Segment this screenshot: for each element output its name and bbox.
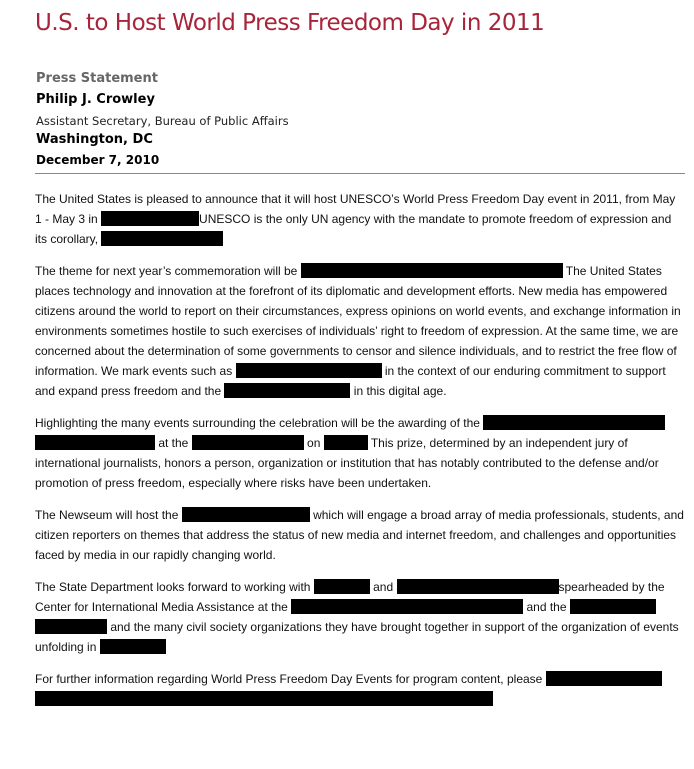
redaction-block xyxy=(291,599,523,614)
text-segment: in the context of our enduring commitment to support and expand press freedom and the xyxy=(35,364,666,398)
paragraph-4 xyxy=(35,505,685,565)
text-segment: spearheaded by the Center for International Media Assistance at the xyxy=(35,580,665,614)
text-segment: For further information regarding World Press Freedom Day Events for program content, please xyxy=(35,672,546,686)
paragraph-3 xyxy=(35,413,685,493)
redaction-block xyxy=(546,671,662,686)
redaction-block xyxy=(100,639,166,654)
text-segment: The Newseum will host the xyxy=(35,508,182,522)
author-role: Assistant Secretary, Bureau of Public Affairs xyxy=(36,114,289,128)
statement-body xyxy=(35,189,685,721)
text-segment: on xyxy=(303,436,324,450)
paragraph-5 xyxy=(35,577,685,657)
paragraph-2 xyxy=(35,261,685,401)
text-segment: and the many civil society organizations they have brought together in support of the organization of events unfolding in xyxy=(35,620,679,654)
dateline-location: Washington, DC xyxy=(36,132,153,147)
redaction-block xyxy=(224,383,350,398)
redaction-block xyxy=(397,579,559,594)
text-segment: The United States is pleased to announce that it will host UNESCO’s World Press Freedom Day event in 2011, from May 1 - May 3 in xyxy=(35,192,676,226)
text-segment: The United States places technology and innovation at the forefront of its diplomatic and development efforts. New media has empowered citizens around the world to report on their circumstances, express opinions on world events, and exchange information in environments sometimes hostile to such exercises of individuals’ right to freedom of expression. At the same time, we are concerned about the determination of some governments to censor and silence individuals, and to restrict the free flow of information. We mark events such as xyxy=(35,264,681,378)
text-segment: and xyxy=(369,580,397,594)
paragraph-1 xyxy=(35,189,685,249)
redaction-block xyxy=(570,599,656,614)
statement-date: December 7, 2010 xyxy=(36,153,160,167)
text-segment: which will engage a broad array of media professionals, students, and citizen reporters on themes that address the status of new media and internet freedom, and challenges and opportunities faced by media in our rapidly changing world. xyxy=(35,508,684,562)
text-segment: This prize, determined by an independent jury of international journalists, honors a person, organization or institution that has notably contributed to the defense and/or promotion of press freedom, especially where risks have been undertaken. xyxy=(35,436,659,490)
redaction-block xyxy=(182,507,310,522)
redaction-block xyxy=(192,435,304,450)
redaction-block xyxy=(101,211,199,226)
text-segment: The theme for next year’s commemoration will be xyxy=(35,264,301,278)
header-divider xyxy=(35,173,685,174)
text-segment: UNESCO is the only UN agency with the mandate to promote freedom of expression and its corollary, xyxy=(35,212,672,246)
redaction-block xyxy=(314,579,370,594)
statement-meta xyxy=(36,70,289,169)
page-title: U.S. to Host World Press Freedom Day in 2011 xyxy=(35,10,545,36)
text-segment: at the xyxy=(155,436,192,450)
text-segment: Highlighting the many events surrounding the celebration will be the awarding of the xyxy=(35,416,484,430)
redaction-block xyxy=(35,619,107,634)
redaction-block xyxy=(35,435,155,450)
text-segment: The State Department looks forward to working with xyxy=(35,580,314,594)
redaction-block xyxy=(324,435,368,450)
redaction-block xyxy=(101,231,223,246)
redaction-block xyxy=(35,691,493,706)
text-segment: and the xyxy=(523,600,570,614)
author-name: Philip J. Crowley xyxy=(36,92,155,107)
statement-type: Press Statement xyxy=(36,71,158,86)
redaction-block xyxy=(483,415,665,430)
text-segment: in this digital age. xyxy=(350,384,447,398)
redaction-block xyxy=(236,363,382,378)
redaction-block xyxy=(301,263,563,278)
paragraph-6 xyxy=(35,669,685,709)
